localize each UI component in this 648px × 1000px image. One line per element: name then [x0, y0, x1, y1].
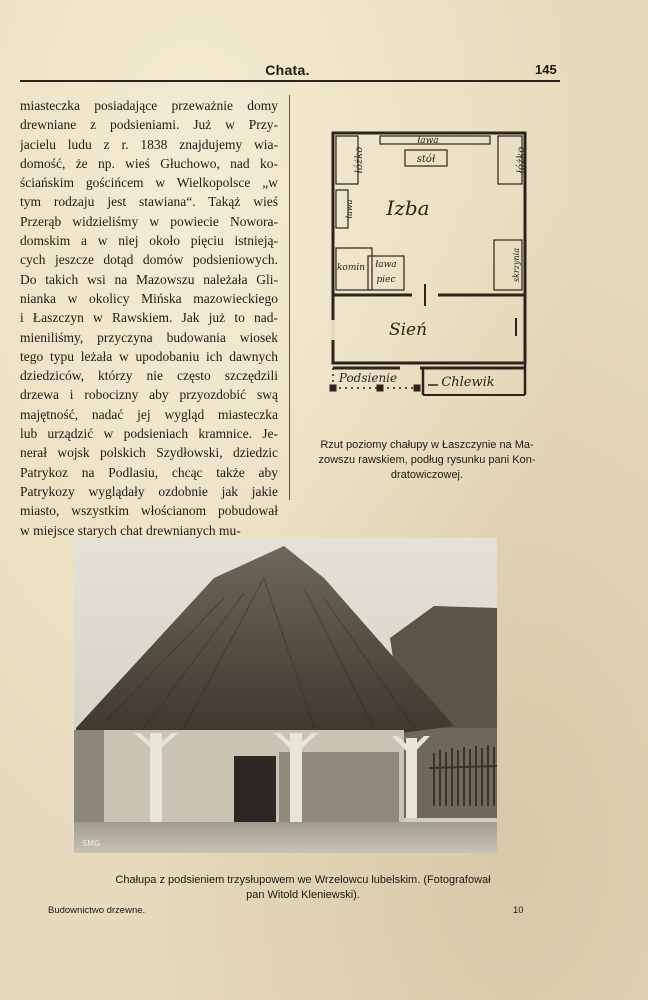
- barn-wall: [404, 728, 497, 818]
- body-line: mieniliśmy, przyczyna budowania wiosek: [20, 329, 278, 345]
- footer-sheet-number: 10: [513, 905, 524, 916]
- plan-label-piec: piec: [376, 275, 396, 285]
- body-line: cych jeszcze dotąd domów podsieniowych.: [20, 252, 278, 268]
- body-line: Przerąb widzieliśmy w powiecie Nowora-: [20, 213, 278, 229]
- floor-plan: [320, 120, 540, 410]
- caption-line: dratowiczowej.: [390, 469, 464, 481]
- plan-label-skrzynia: skrzynia: [512, 248, 521, 282]
- body-line: w miejsce starych chat drewnianych mu-: [20, 522, 241, 538]
- plan-label-sien: Sień: [388, 320, 428, 340]
- caption-line: Rzut poziomy chałupy w Łaszczynie na Ma-: [320, 439, 534, 451]
- body-line: Patrykoz na Podlasiu, chcąc także aby: [20, 464, 278, 480]
- body-line: nianka w okolicy Mińska mazowieckiego: [20, 290, 278, 306]
- wall-shadow: [74, 730, 104, 828]
- body-line: i Łaszczyn w Rawskiem. Jak już to nad-: [20, 310, 278, 326]
- body-line: majętność, nadać jej wygląd miasteczka: [20, 406, 278, 422]
- caption-line: pan Witold Kleniewski).: [246, 889, 360, 901]
- body-line: jacielu ludu z r. 1838 znajdujemy wia-: [20, 136, 278, 152]
- photo-signature: SMG: [82, 839, 101, 848]
- floor-plan-drawing: [320, 120, 550, 410]
- page-number: 145: [535, 62, 557, 77]
- body-text-column: [20, 96, 278, 540]
- footer-signature-mark: Budownictwo drzewne.: [48, 905, 146, 916]
- body-line: tego typu leżała w upodobaniu ich dawnych: [20, 348, 278, 364]
- plan-label-lozko-right: łóżko: [516, 146, 527, 174]
- plan-label-lozko-left: łóżko: [354, 146, 365, 174]
- body-line: domskim a w niej około pięciu istnieją-: [20, 233, 278, 249]
- body-line: drewniane z podsieniami. Już w Przy-: [20, 117, 278, 133]
- floor-plan-caption: [296, 438, 558, 483]
- body-line: lub urządzić w podsieniach kramnice. Je-: [20, 426, 278, 442]
- photo-ground: [74, 822, 497, 853]
- body-line: domość, że np. wieś Głuchowo, nad ko-: [20, 155, 278, 171]
- cottage-photo-drawing: [74, 538, 497, 853]
- running-head-title: Chata.: [265, 62, 310, 78]
- plan-label-chlewik: Chlewik: [441, 375, 495, 390]
- body-line: Patrykozy wyglądały ozdobnie jak jakie: [20, 483, 278, 499]
- body-line: miasteczka posiadające przeważnie domy: [20, 98, 278, 113]
- body-line: Do takich wsi na Mazowszu należała Gli-: [20, 271, 278, 287]
- plan-label-izba: Izba: [386, 196, 430, 220]
- body-line: ściańskim gościńcem w Wielkopolsce „w: [20, 175, 278, 191]
- body-line: miasto, wszystkim włościanom pobudował: [20, 503, 278, 519]
- plan-label-lawa-left: ława: [345, 199, 354, 219]
- body-line: drzewa i robocizny aby przyozdobić swą: [20, 387, 278, 403]
- doorway: [234, 756, 276, 828]
- plan-label-stol: stół: [416, 154, 436, 165]
- plan-label-komin: komin: [336, 263, 366, 273]
- plan-label-lawa-piec: ława: [375, 260, 397, 270]
- cottage-photograph: [74, 538, 497, 853]
- post-marker: [330, 385, 336, 391]
- photo-caption: [38, 873, 568, 903]
- caption-line: zowszu rawskiem, podług rysunku pani Kon-: [318, 454, 536, 466]
- column-divider: [289, 95, 290, 500]
- post-marker: [377, 385, 383, 391]
- caption-line: Chałupa z podsieniem trzysłupowem we Wrzelowcu lubelskim. (Fotografował: [115, 874, 491, 886]
- plan-label-podsienie: Podsienie: [338, 371, 398, 385]
- post-marker: [414, 385, 420, 391]
- body-line: nerał wojsk polskich Szydłowski, dziedzic: [20, 445, 278, 461]
- header-rule: [20, 80, 560, 82]
- body-line: tym rodzaju jest stawiana“. Takąż wieś: [20, 194, 278, 210]
- body-line: dziedziców, którzy nie często szczędzili: [20, 368, 278, 384]
- plan-label-lawa-top: ława: [417, 136, 439, 146]
